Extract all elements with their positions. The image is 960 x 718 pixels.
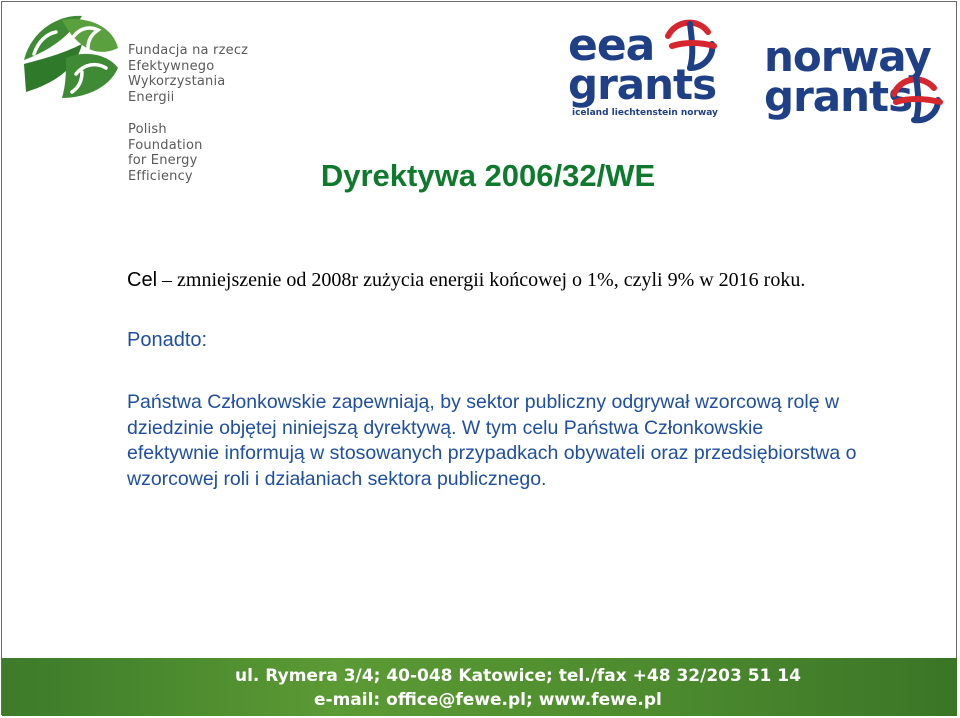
goal-statement — [127, 266, 867, 295]
goal-label: Cel — [127, 269, 158, 291]
fewe-leaf-logo-icon — [22, 14, 120, 100]
eea-grants-logo — [568, 14, 718, 124]
norway-grants-logo — [764, 34, 946, 124]
fewe-name-line: Efficiency — [128, 168, 193, 184]
fewe-name-polish — [128, 43, 248, 105]
slide-title: Dyrektywa 2006/32/WE — [320, 158, 656, 193]
eea-logo-grants: grants — [568, 60, 717, 109]
norway-swirl-icon — [890, 70, 944, 124]
fewe-name-line: Foundation — [128, 137, 203, 153]
fewe-name-line: Fundacja na rzecz — [128, 43, 249, 58]
directive-paragraph: Państwa Członkowskie zapewniają, by sektor publiczny odgrywał wzorcową rolę w dziedzinie objętej niniejszą dyrektywą. W tym celu Państwa Członkowskie efektywnie informują w stosowanych przypadkach obywateli oraz przedsiębiorstwa o wzorcowej roli i działaniach sektora publicznego. — [127, 391, 857, 490]
footer-bar — [2, 658, 957, 716]
footer-contact: e-mail: office@fewe.pl; www.fewe.pl — [314, 690, 662, 710]
goal-text: – zmniejszenie od 2008r zużycia energii końcowej o 1%, czyli 9% w 2016 roku. — [157, 269, 806, 291]
footer-address: ul. Rymera 3/4; 40-048 Katowice; tel./fax +48 32/203 51 14 — [235, 666, 801, 686]
eea-logo-tagline: iceland liechtenstein norway — [572, 108, 718, 118]
fewe-name-line: Polish — [128, 122, 167, 137]
norway-logo-grants: grants — [764, 72, 913, 121]
fewe-name-line: for Energy — [128, 153, 198, 168]
norway-logo-word: norway — [764, 32, 931, 81]
eea-swirl-icon — [664, 16, 718, 72]
fewe-name-line: Wykorzystania — [128, 74, 226, 89]
eea-logo-word: eea — [568, 20, 655, 71]
fewe-name-line: Energii — [128, 89, 175, 105]
ponadto-heading: Ponadto: — [127, 329, 208, 351]
fewe-name-line: Efektywnego — [128, 58, 215, 74]
